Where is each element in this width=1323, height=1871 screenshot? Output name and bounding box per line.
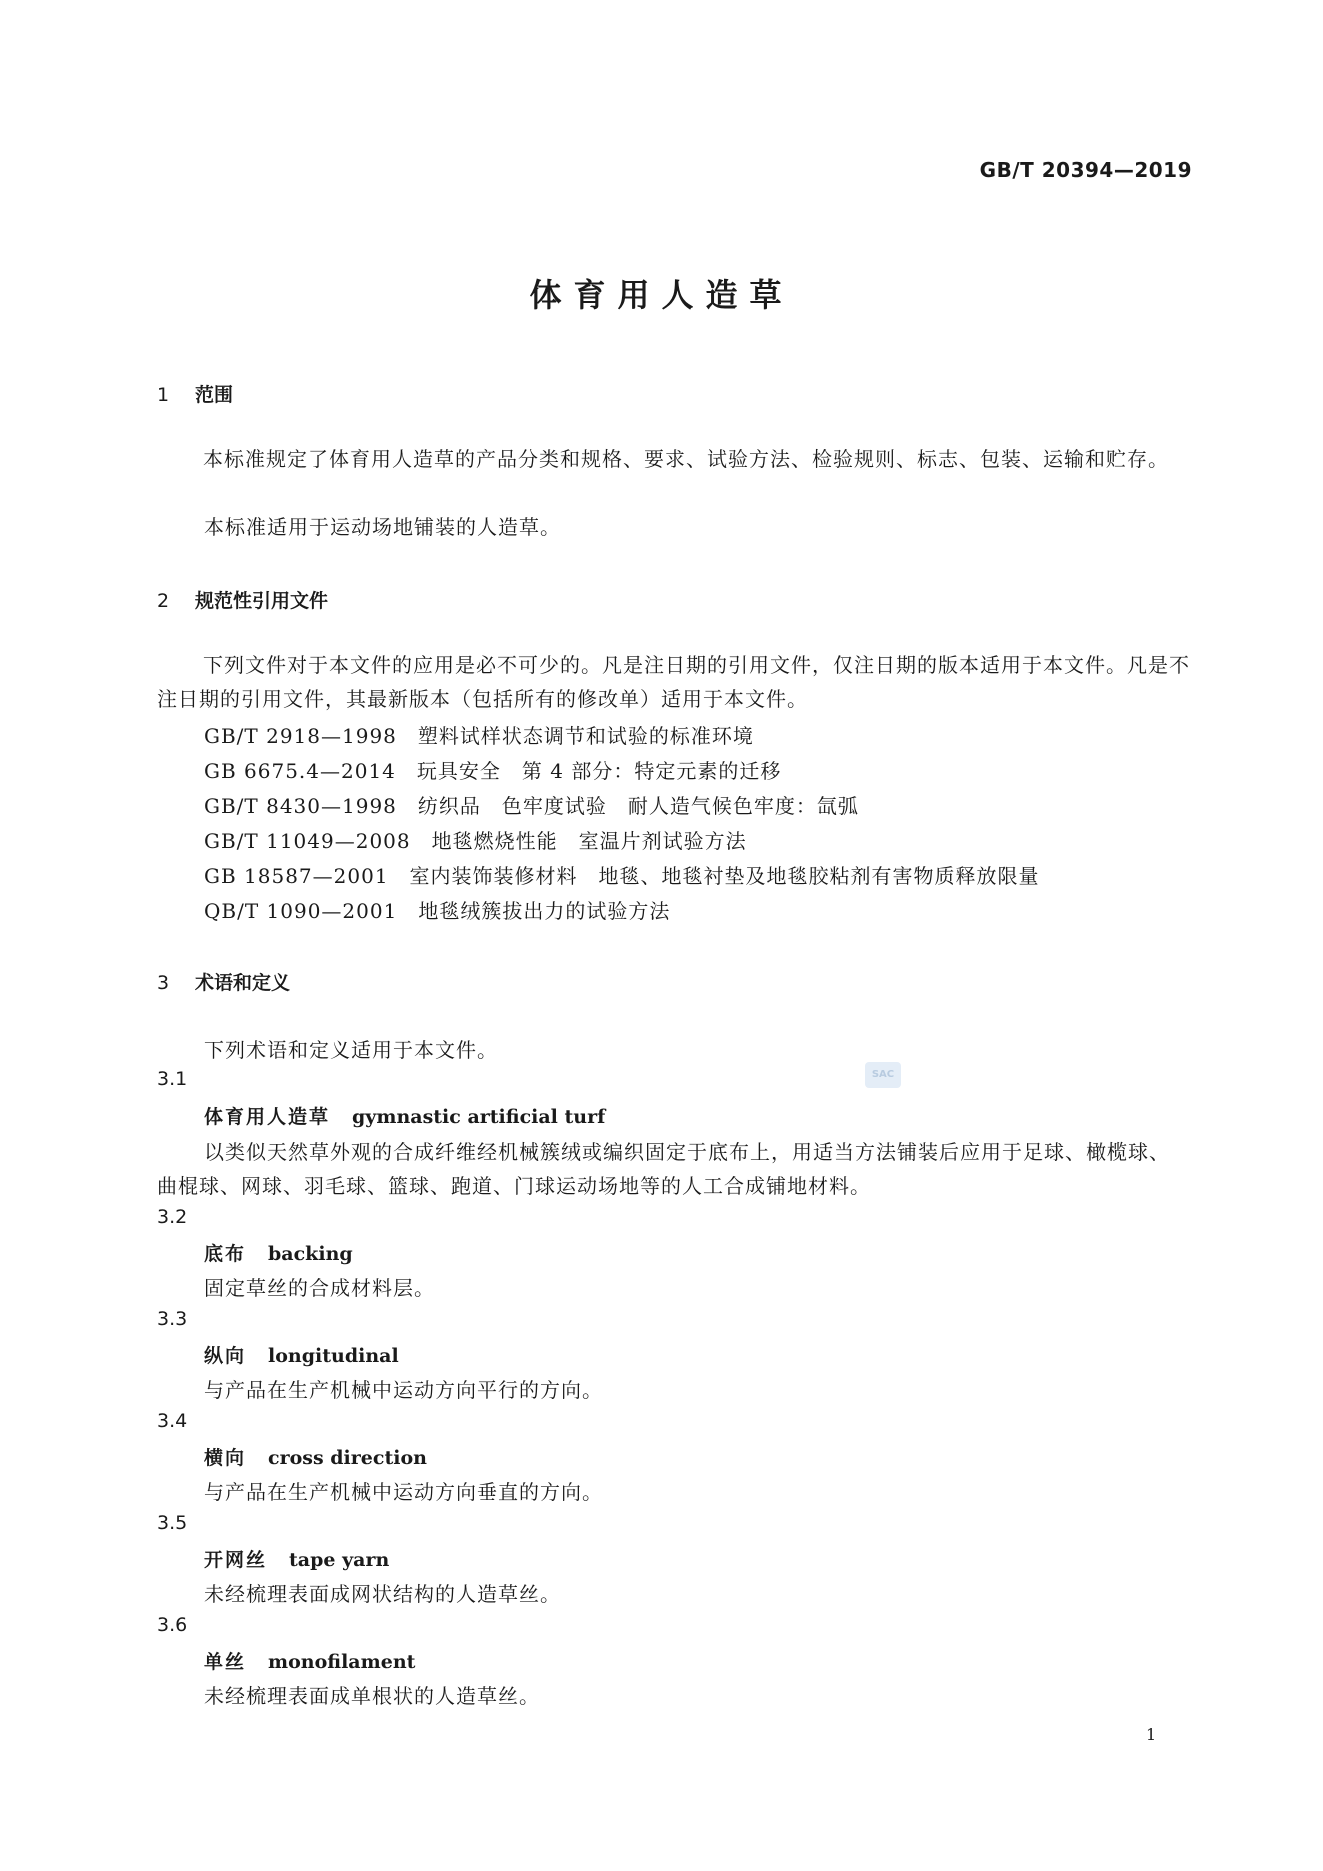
term-english: tape yarn xyxy=(289,1549,390,1571)
term-chinese: 单丝 xyxy=(204,1651,247,1673)
reference-item: GB/T 2918—1998 塑料试样状态调节和试验的标准环境 xyxy=(204,724,754,748)
term-number: 3.3 xyxy=(157,1308,188,1330)
term-english: gymnastic artificial turf xyxy=(352,1106,606,1128)
term-definition: 以类似天然草外观的合成纤维经机械簇绒或编织固定于底布上，用适当方法铺装后应用于足球、橄榄球、曲棍球、网球、羽毛球、篮球、跑道、门球运动场地等的人工合成铺地材料。 xyxy=(157,1140,1170,1198)
section-heading-scope xyxy=(157,380,233,407)
term-english: monofilament xyxy=(268,1651,416,1673)
term-definition: 与产品在生产机械中运动方向垂直的方向。 xyxy=(204,1480,603,1504)
section-title: 术语和定义 xyxy=(195,972,291,994)
reference-item: GB/T 11049—2008 地毯燃烧性能 室温片剂试验方法 xyxy=(204,829,747,853)
reference-item: QB/T 1090—2001 地毯绒簇拔出力的试验方法 xyxy=(204,899,671,923)
term-english: cross direction xyxy=(268,1447,427,1469)
term-heading xyxy=(204,1545,389,1572)
term-chinese: 底布 xyxy=(204,1243,247,1265)
term-chinese: 体育用人造草 xyxy=(204,1106,331,1128)
term-heading xyxy=(204,1239,353,1266)
term-number: 3.2 xyxy=(157,1206,188,1228)
term-definition: 固定草丝的合成材料层。 xyxy=(204,1276,435,1300)
term-number: 3.5 xyxy=(157,1512,188,1534)
terms-intro: 下列术语和定义适用于本文件。 xyxy=(204,1038,498,1062)
term-heading xyxy=(204,1443,427,1470)
reference-item: GB/T 8430—1998 纺织品 色牢度试验 耐人造气候色牢度：氙弧 xyxy=(204,794,859,818)
section-heading-references xyxy=(157,586,328,613)
standard-number: GB/T 20394—2019 xyxy=(979,158,1192,182)
term-number: 3.4 xyxy=(157,1410,188,1432)
term-chinese: 横向 xyxy=(204,1447,247,1469)
sac-watermark: SAC xyxy=(865,1062,901,1088)
section-title: 范围 xyxy=(195,384,234,406)
term-heading xyxy=(204,1647,415,1674)
section-number: 2 xyxy=(157,590,170,612)
section-number: 3 xyxy=(157,972,170,994)
term-chinese: 纵向 xyxy=(204,1345,247,1367)
document-title: 体育用人造草 xyxy=(529,276,794,314)
scope-applicability: 本标准适用于运动场地铺装的人造草。 xyxy=(204,515,561,539)
reference-item: GB 18587—2001 室内装饰装修材料 地毯、地毯衬垫及地毯胶粘剂有害物质释放限量 xyxy=(204,864,1040,888)
reference-item: GB 6675.4—2014 玩具安全 第 4 部分：特定元素的迁移 xyxy=(204,759,782,783)
page-number: 1 xyxy=(1146,1725,1157,1744)
term-english: longitudinal xyxy=(268,1345,399,1367)
term-english: backing xyxy=(268,1243,353,1265)
term-number: 3.6 xyxy=(157,1614,188,1636)
term-chinese: 开网丝 xyxy=(204,1549,268,1571)
section-number: 1 xyxy=(157,384,170,406)
term-definition: 未经梳理表面成网状结构的人造草丝。 xyxy=(204,1582,561,1606)
term-definition: 与产品在生产机械中运动方向平行的方向。 xyxy=(204,1378,603,1402)
term-heading xyxy=(204,1341,399,1368)
section-title: 规范性引用文件 xyxy=(195,590,329,612)
term-definition: 未经梳理表面成单根状的人造草丝。 xyxy=(204,1684,540,1708)
term-heading xyxy=(204,1102,605,1129)
section-heading-terms xyxy=(157,968,290,995)
scope-paragraph: 本标准规定了体育用人造草的产品分类和规格、要求、试验方法、检验规则、标志、包装、运输和贮存。 xyxy=(203,447,1169,471)
references-intro: 下列文件对于本文件的应用是必不可少的。凡是注日期的引用文件，仅注日期的版本适用于本文件。凡是不注日期的引用文件，其最新版本（包括所有的修改单）适用于本文件。 xyxy=(157,653,1190,711)
term-number: 3.1 xyxy=(157,1068,188,1090)
